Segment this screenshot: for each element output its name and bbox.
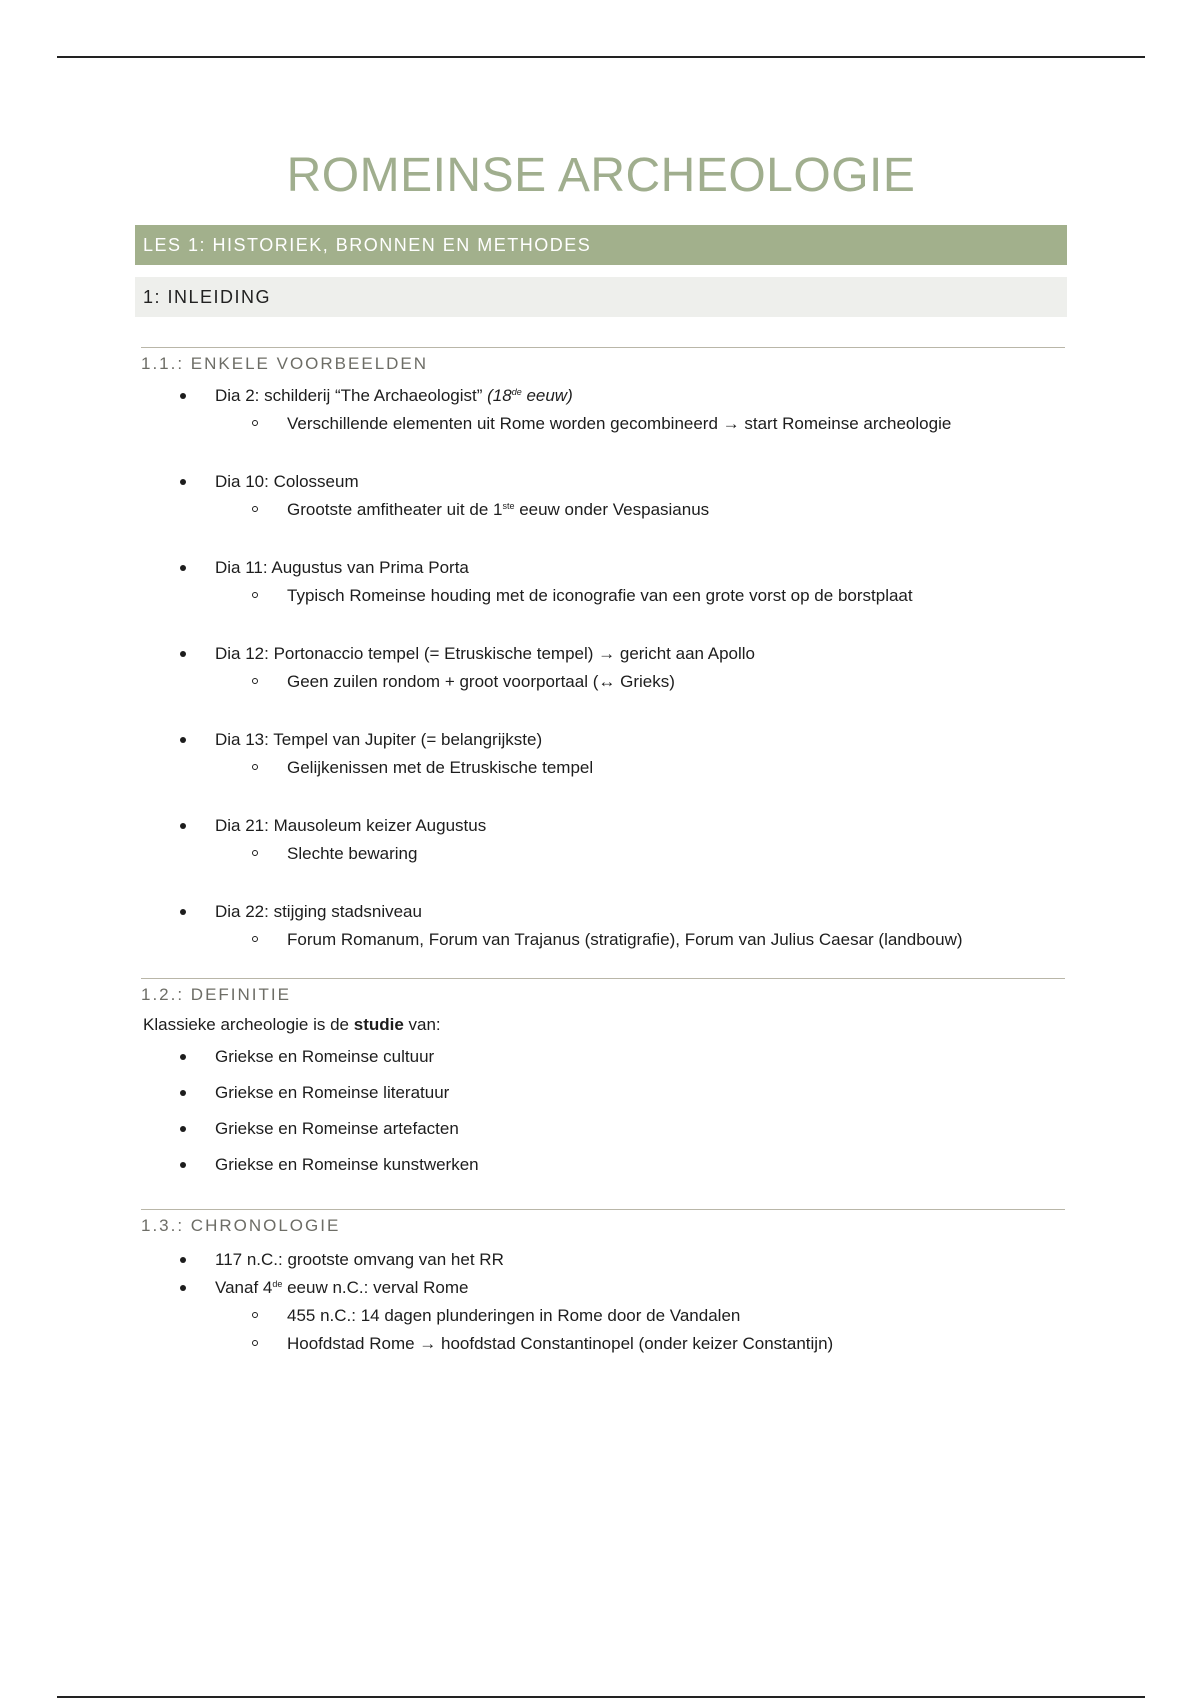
bullet-item: Dia 13: Tempel van Jupiter (= belangrijkste) xyxy=(135,726,1067,754)
subsection-heading: 1.1.: ENKELE VOORBEELDEN xyxy=(141,347,1065,374)
subsection-examples xyxy=(135,347,1067,954)
document-title: ROMEINSE ARCHEOLOGIE xyxy=(286,149,916,202)
chapter-heading: LES 1: HISTORIEK, BRONNEN EN METHODES xyxy=(135,225,1067,265)
list-item xyxy=(135,640,1067,696)
subsection-definition xyxy=(135,978,1067,1183)
sub-bullet-item: Grootste amfitheater uit de 1ste eeuw onder Vespasianus xyxy=(135,496,1067,524)
section-heading: 1: INLEIDING xyxy=(135,277,1067,317)
header-rule xyxy=(57,56,1145,58)
subsection-chronology xyxy=(135,1209,1067,1358)
list-item xyxy=(135,726,1067,782)
bullet-item: Dia 10: Colosseum xyxy=(135,468,1067,496)
subsection-heading: 1.3.: CHRONOLOGIE xyxy=(141,1209,1065,1236)
sub-bullet-item: Slechte bewaring xyxy=(135,840,1067,868)
sub-bullet-item: Hoofdstad Rome → hoofdstad Constantinopel (onder keizer Constantijn) xyxy=(135,1330,1067,1358)
list-item xyxy=(135,468,1067,524)
italic-text: (18de eeuw) xyxy=(487,386,573,405)
sub-bullet-item: Typisch Romeinse houding met de iconografie van een grote vorst op de borstplaat xyxy=(135,582,1067,610)
bullet-item: Vanaf 4de eeuw n.C.: verval Rome xyxy=(135,1274,1067,1302)
bullet-item: Dia 11: Augustus van Prima Porta xyxy=(135,554,1067,582)
bullet-item: Dia 12: Portonaccio tempel (= Etruskische tempel) → gericht aan Apollo xyxy=(135,640,1067,668)
bullet-item: Dia 21: Mausoleum keizer Augustus xyxy=(135,812,1067,840)
footer-rule xyxy=(57,1696,1145,1698)
bullet-item: Griekse en Romeinse literatuur xyxy=(135,1075,1067,1111)
definition-intro: Klassieke archeologie is de studie van: xyxy=(143,1015,441,1034)
sub-bullet-item: Gelijkenissen met de Etruskische tempel xyxy=(135,754,1067,782)
bullet-item: Dia 22: stijging stadsniveau xyxy=(135,898,1067,926)
document-page xyxy=(135,140,1067,1358)
sub-bullet-item: 455 n.C.: 14 dagen plunderingen in Rome door de Vandalen xyxy=(135,1302,1067,1330)
bullet-item: Dia 2: schilderij “The Archaeologist” (18de eeuw) xyxy=(135,382,1067,410)
bullet-item: Griekse en Romeinse artefacten xyxy=(135,1111,1067,1147)
bullet-item: Griekse en Romeinse kunstwerken xyxy=(135,1147,1067,1183)
bullet-item: Griekse en Romeinse cultuur xyxy=(135,1039,1067,1075)
sub-bullet-item: Geen zuilen rondom + groot voorportaal (↔ Grieks) xyxy=(135,668,1067,696)
sub-bullet-item: Verschillende elementen uit Rome worden gecombineerd → start Romeinse archeologie xyxy=(135,410,1067,438)
list-item xyxy=(135,382,1067,438)
list-item xyxy=(135,554,1067,610)
list-item xyxy=(135,812,1067,868)
sub-bullet-item: Forum Romanum, Forum van Trajanus (stratigrafie), Forum van Julius Caesar (landbouw) xyxy=(135,926,1067,954)
subsection-heading: 1.2.: DEFINITIE xyxy=(141,978,1065,1005)
list-item xyxy=(135,898,1067,954)
bullet-item: 117 n.C.: grootste omvang van het RR xyxy=(135,1246,1067,1274)
